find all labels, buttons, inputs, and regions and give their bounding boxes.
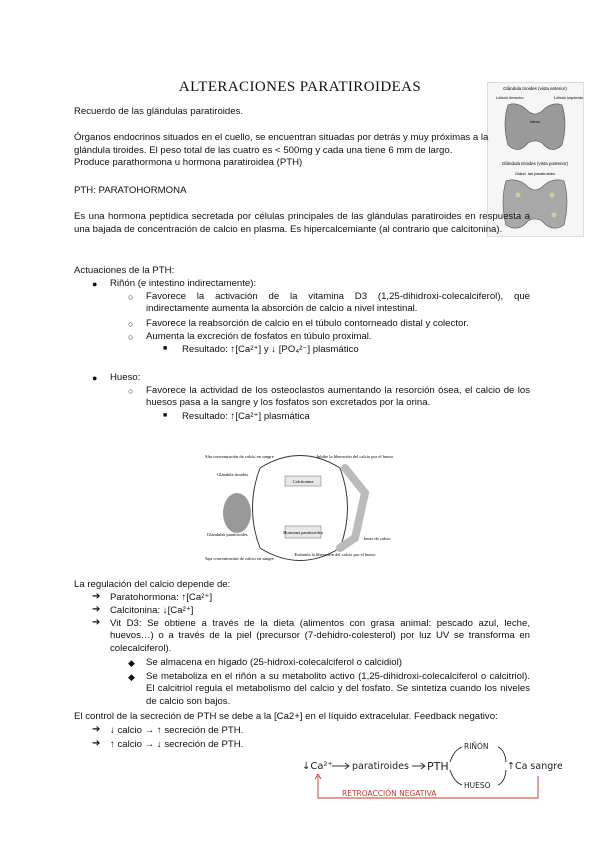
calcium-diagram-svg — [205, 448, 395, 568]
rinon-resultado: Resultado: ↑[Ca²⁺] y ↓ [PO₄²⁻] plasmático — [182, 344, 359, 355]
rinon-label: Riñón (e intestino indirectamente): — [110, 278, 257, 289]
regulacion-higado: Se almacena en hígado (25-hidroxi-colecalciferol o calcidiol) — [146, 657, 402, 668]
diagram-hormona: Hormona paratiroidea — [283, 530, 323, 535]
arrow-bullet: ➔ — [92, 591, 101, 602]
diagram-tiroides: Glándula tiroides — [217, 472, 249, 477]
sketch-rinon: RIÑÓN — [464, 742, 489, 751]
bullet-dot: ● — [92, 373, 98, 383]
intro-text: Recuerdo de las glándulas paratiroides. — [74, 106, 244, 117]
fig-left-lobe: Lóbulo izquierdo — [554, 95, 583, 100]
arrow-bullet: ➔ — [92, 604, 101, 615]
sketch-paratiroides: paratiroides — [352, 761, 409, 772]
regulacion-rinon: Se metaboliza en el riñón a su metabolito activo (1,25-dihidroxi-colecalciferol o calcitriol). El calcitriol regula el metabolismo del calcio y del fosfato. Se sintetiza cuando los niveles de calcio son bajos. — [146, 671, 530, 707]
hueso-resultado: Resultado: ↑[Ca²⁺] plasmática — [182, 411, 310, 422]
sketch-branch-down — [450, 770, 462, 785]
hueso-item: Favorece la actividad de los osteoclastos aumentando la resorción ósea, el calcio de los huesos pasa a la sangre y los fosfatos son excretados por la orina. — [146, 385, 530, 409]
diagram-alta: Alta concentración de calcio en sangre — [205, 454, 274, 459]
regulacion-pth: Paratohormona: ↑[Ca²⁺] — [110, 592, 213, 603]
diagram-iones: Iones de calcio — [363, 536, 391, 541]
bullet-circle: ○ — [128, 292, 134, 302]
diagram-paratiroides: Glándulas paratiroides — [207, 532, 248, 537]
rinon-item-2: Favorece la reabsorción de calcio en el túbulo contorneado distal y colector. — [146, 318, 469, 329]
pth-description: Es una hormona peptídica secretada por células principales de las glándulas paratiroides en respuesta a una bajada de concentración de calcio en plasma. Es hipercalcemiante (al contrario que calcitonina). — [74, 211, 530, 235]
bullet-circle: ○ — [128, 319, 134, 329]
rinon-item-3: Aumenta la excreción de fosfatos en túbulo proximal. — [146, 331, 372, 342]
diagram-calcitonina: Calcitonina — [292, 479, 314, 484]
feedback-item-2: ↑ calcio → ↓ secreción de PTH. — [110, 739, 244, 750]
organos-paragraph: Órganos endocrinos situados en el cuello, se encuentran situadas por detrás y muy próximas a la glándula tiroides. El peso total de las cuatro es < 500mg y cada una tiene 6 mm de largo. Produce parathormona u hormona paratiroidea (PTH) — [74, 132, 489, 169]
page-title: ALTERACIONES PARATIROIDEAS — [178, 79, 422, 95]
bullet-square: ■ — [163, 412, 168, 419]
sketch-branch-up — [450, 747, 462, 762]
control-text: El control de la secreción de PTH se debe a la [Ca2+] en el líquido extracelular. Feedback negativo: — [74, 711, 498, 722]
bullet-circle: ○ — [128, 386, 134, 396]
fig-posterior-label: Glándula tiroides (vista posterior) — [501, 161, 569, 166]
sketch-merge-up — [498, 747, 506, 762]
parathyroid-gland — [516, 193, 521, 198]
sketch-merge-down — [498, 770, 506, 785]
feedback-sketch — [300, 736, 562, 806]
diagram-inhibe: Inhibe la liberación del calcio por el hueso — [316, 454, 394, 459]
feedback-item-1: ↓ calcio → ↑ secreción de PTH. — [110, 725, 244, 736]
thyroid-anterior-shape — [505, 104, 565, 150]
bullet-diamond: ◆ — [128, 672, 135, 682]
bullet-square: ■ — [163, 345, 168, 352]
regulacion-heading: La regulación del calcio depende de: — [74, 579, 231, 590]
actuaciones-heading: Actuaciones de la PTH: — [74, 265, 175, 276]
diagram-estimula: Estimula la liberación del calcio por el hueso — [294, 552, 376, 557]
fig-istmo: Istmo — [530, 119, 540, 124]
rinon-item-1: Favorece la activación de la vitamina D3 (1,25-dihidroxi-colecalciferol), que indirectamente aumenta la absorción de calcio a nivel intestinal. — [146, 291, 530, 315]
arrow-bullet: ➔ — [92, 724, 101, 735]
bullet-diamond: ◆ — [128, 658, 135, 668]
fig-paratiroides-label: Glánd. las paratiroides — [514, 171, 556, 176]
sketch-pth: PTH — [427, 760, 449, 773]
feedback-sketch-svg — [300, 736, 562, 806]
regulacion-vitd3: Vit D3: Se obtiene a través de la dieta (alimentos con grasa animal: pescado azul, leche, huevos…) o a través de la piel (precursor (7-dehidro-colesterol) por luz UV se transforma en colecalciferol). — [110, 618, 530, 654]
arrow-bullet: ➔ — [92, 617, 101, 628]
sketch-retroaccion: RETROACCIÓN NEGATIVA — [342, 789, 437, 798]
sketch-sangre: ↑Ca sangre — [507, 761, 562, 772]
parathyroid-gland — [550, 193, 555, 198]
parathyroid-gland — [552, 213, 557, 218]
calcium-diagram — [205, 448, 395, 568]
diagram-thyroid-shape — [223, 493, 251, 533]
diagram-baja: Baja concentración de calcio en sangre — [205, 556, 275, 561]
fig-anterior-label: Glándula tiroides (vista anterior) — [503, 86, 567, 91]
sketch-hueso: HUESO — [464, 781, 491, 790]
fig-right-lobe: Lóbulo derecho — [496, 95, 524, 100]
hueso-label: Hueso: — [110, 372, 141, 383]
arrow-bullet: ➔ — [92, 738, 101, 749]
bullet-dot: ● — [92, 279, 98, 289]
regulacion-calcitonina: Calcitonina: ↓[Ca²⁺] — [110, 605, 194, 616]
bullet-circle: ○ — [128, 332, 134, 342]
pth-heading: PTH: PARATOHORMONA — [74, 185, 187, 196]
sketch-ca: ↓Ca²⁺ — [302, 761, 333, 772]
